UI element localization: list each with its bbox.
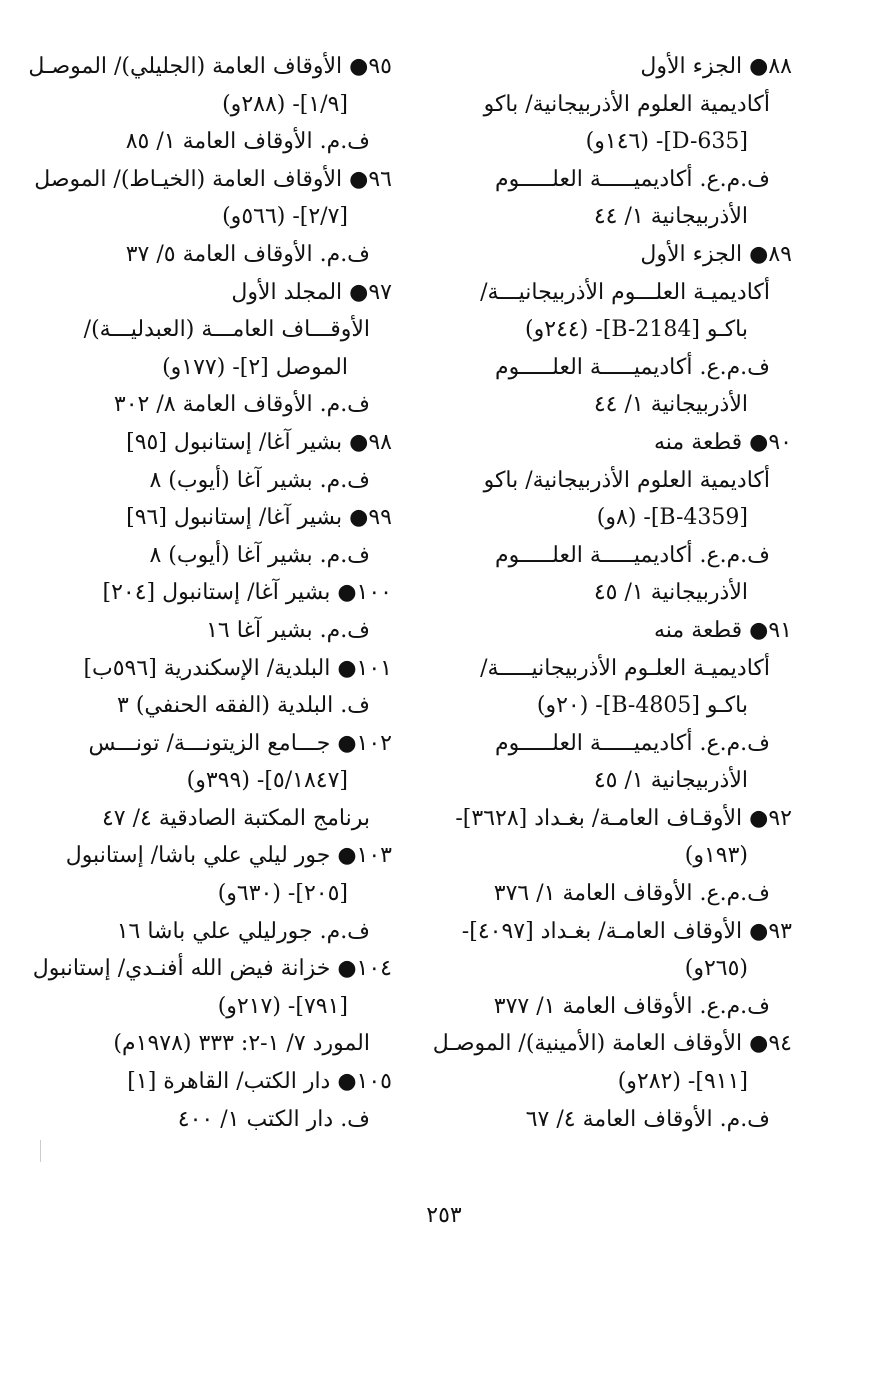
- entry-line: ف.م.ع. أكاديميـــــة العلـــــوم: [494, 166, 770, 192]
- entry-line: المورد ٧/ ١-٢: ٣٣٣ (١٩٧٨م): [113, 1031, 370, 1057]
- entry-heading: ٩٤● الأوقاف العامة (الأمينية)/ الموصـل: [432, 1031, 792, 1057]
- entry-heading: ٩٢● الأوقـاف العامـة/ بغـداد [٣٦٢٨]-: [455, 805, 792, 831]
- entry-line: أكاديمية العلوم الأذربيجانية/ باكو: [483, 91, 770, 117]
- entry-heading: ٩٦● الأوقاف العامة (الخيـاط)/ الموصل: [34, 166, 392, 192]
- right-column: [432, 48, 792, 1138]
- entry-heading: ٨٨● الجزء الأول: [640, 54, 792, 79]
- entry-heading: ١٠٥● دار الكتب/ القاهرة [١]: [127, 1069, 392, 1095]
- entry-line: الموصل [٢]- (١٧٧و): [162, 354, 348, 380]
- entry-line: [٢/٧]- (٥٦٦و): [222, 204, 348, 230]
- entry-line: ف.م.ع. أكاديميـــــة العلـــــوم: [494, 730, 770, 756]
- entry-line: [٢٠٥]- (٦٣٠و): [217, 881, 348, 907]
- entry-line: (١٩٣و): [684, 843, 748, 869]
- entry-line: (٢٦٥و): [684, 956, 748, 982]
- margin-mark: [40, 1140, 41, 1162]
- entry-heading: ١٠٣● جور ليلي علي باشا/ إستانبول: [65, 843, 392, 869]
- entry-heading: ٩١● قطعة منه: [653, 617, 792, 643]
- entry-line: ف.م.ع. الأوقاف العامة ١/ ٣٧٧: [493, 993, 770, 1019]
- entry-heading: ٩٧● المجلد الأول: [231, 279, 392, 305]
- entry-heading: ١٠١● البلدية/ الإسكندرية [٥٩٦ب]: [83, 655, 392, 681]
- entry-line: ف.م.ع. أكاديميـــــة العلـــــوم: [494, 542, 770, 568]
- entry-heading: ٨٩● الجزء الأول: [640, 241, 792, 267]
- entry-line: الأذربيجانية ١/ ٤٥: [593, 580, 748, 606]
- entry-line: ف. البلدية (الفقه الحنفي) ٣: [117, 693, 370, 719]
- entry-line: [٥/١٨٤٧]- (٣٩٩و): [186, 768, 348, 794]
- entry-heading: ٩٣● الأوقاف العامـة/ بغـداد [٤٠٩٧]-: [461, 918, 792, 944]
- entry-line: باكـو [B-4805]- (٢٠و): [536, 693, 748, 719]
- entry-line: باكـو [B-2184]- (٢٤٤و): [525, 317, 748, 343]
- entry-line: الأذربيجانية ١/ ٤٤: [593, 392, 748, 418]
- entry-line: أكاديميـة العلـــوم الأذربيجانيـــة/: [480, 279, 770, 305]
- entry-line: الأذربيجانية ١/ ٤٥: [593, 768, 748, 794]
- entry-line: [B-4359]- (٨و): [596, 505, 748, 531]
- entry-line: الأوقـــاف العامـــة (العبدليـــة)/: [83, 317, 370, 343]
- entry-line: برنامج المكتبة الصادقية ٤/ ٤٧: [101, 805, 370, 831]
- entry-heading: ٩٠● قطعة منه: [653, 429, 792, 455]
- entry-heading: ٩٨● بشير آغا/ إستانبول [٩٥]: [126, 429, 392, 455]
- entry-line: ف.م. بشير آغا (أيوب) ٨: [149, 542, 370, 568]
- entry-line: ف.م. الأوقاف العامة ٥/ ٣٧: [125, 241, 370, 267]
- entry-line: [١/٩]- (٢٨٨و): [222, 91, 348, 117]
- entry-line: ف.م. بشير آغا (أيوب) ٨: [149, 467, 370, 493]
- entry-line: ف.م. الأوقاف العامة ٨/ ٣٠٢: [113, 392, 370, 418]
- entry-line: ف.م. جورليلي علي باشا ١٦: [116, 918, 370, 944]
- entry-heading: ١٠٢● جـــامع الزيتونـــة/ تونـــس: [88, 730, 392, 756]
- entry-line: الأذربيجانية ١/ ٤٤: [593, 204, 748, 230]
- entry-line: ف.م.ع. أكاديميـــــة العلـــــوم: [494, 354, 770, 380]
- entry-line: ف.م. بشير آغا ١٦: [206, 617, 370, 643]
- entry-heading: ١٠٠● بشير آغا/ إستانبول [٢٠٤]: [102, 580, 392, 606]
- entry-line: ف.م. الأوقاف العامة ١/ ٨٥: [125, 129, 370, 155]
- entry-heading: ١٠٤● خزانة فيض الله أفنـدي/ إستانبول: [32, 956, 392, 982]
- entry-line: [٩١١]- (٢٨٢و): [617, 1069, 748, 1095]
- entry-heading: ٩٩● بشير آغا/ إستانبول [٩٦]: [126, 505, 392, 531]
- entry-heading: ٩٥● الأوقاف العامة (الجليلي)/ الموصـل: [28, 54, 392, 79]
- entry-line: [D-635]- (١٤٦و): [585, 129, 748, 155]
- entry-line: أكاديمية العلوم الأذربيجانية/ باكو: [483, 467, 770, 493]
- entry-line: ف.م.ع. الأوقاف العامة ١/ ٣٧٦: [493, 881, 770, 907]
- left-column: [28, 48, 392, 1138]
- page-number: ٢٥٣: [426, 1203, 462, 1228]
- entry-line: ف. دار الكتب ١/ ٤٠٠: [177, 1106, 370, 1132]
- entry-line: أكاديميـة العلـوم الأذربيجانيـــــة/: [480, 655, 770, 681]
- entry-line: [٧٩١]- (٢١٧و): [217, 993, 348, 1019]
- entry-line: ف.م. الأوقاف العامة ٤/ ٦٧: [525, 1106, 770, 1132]
